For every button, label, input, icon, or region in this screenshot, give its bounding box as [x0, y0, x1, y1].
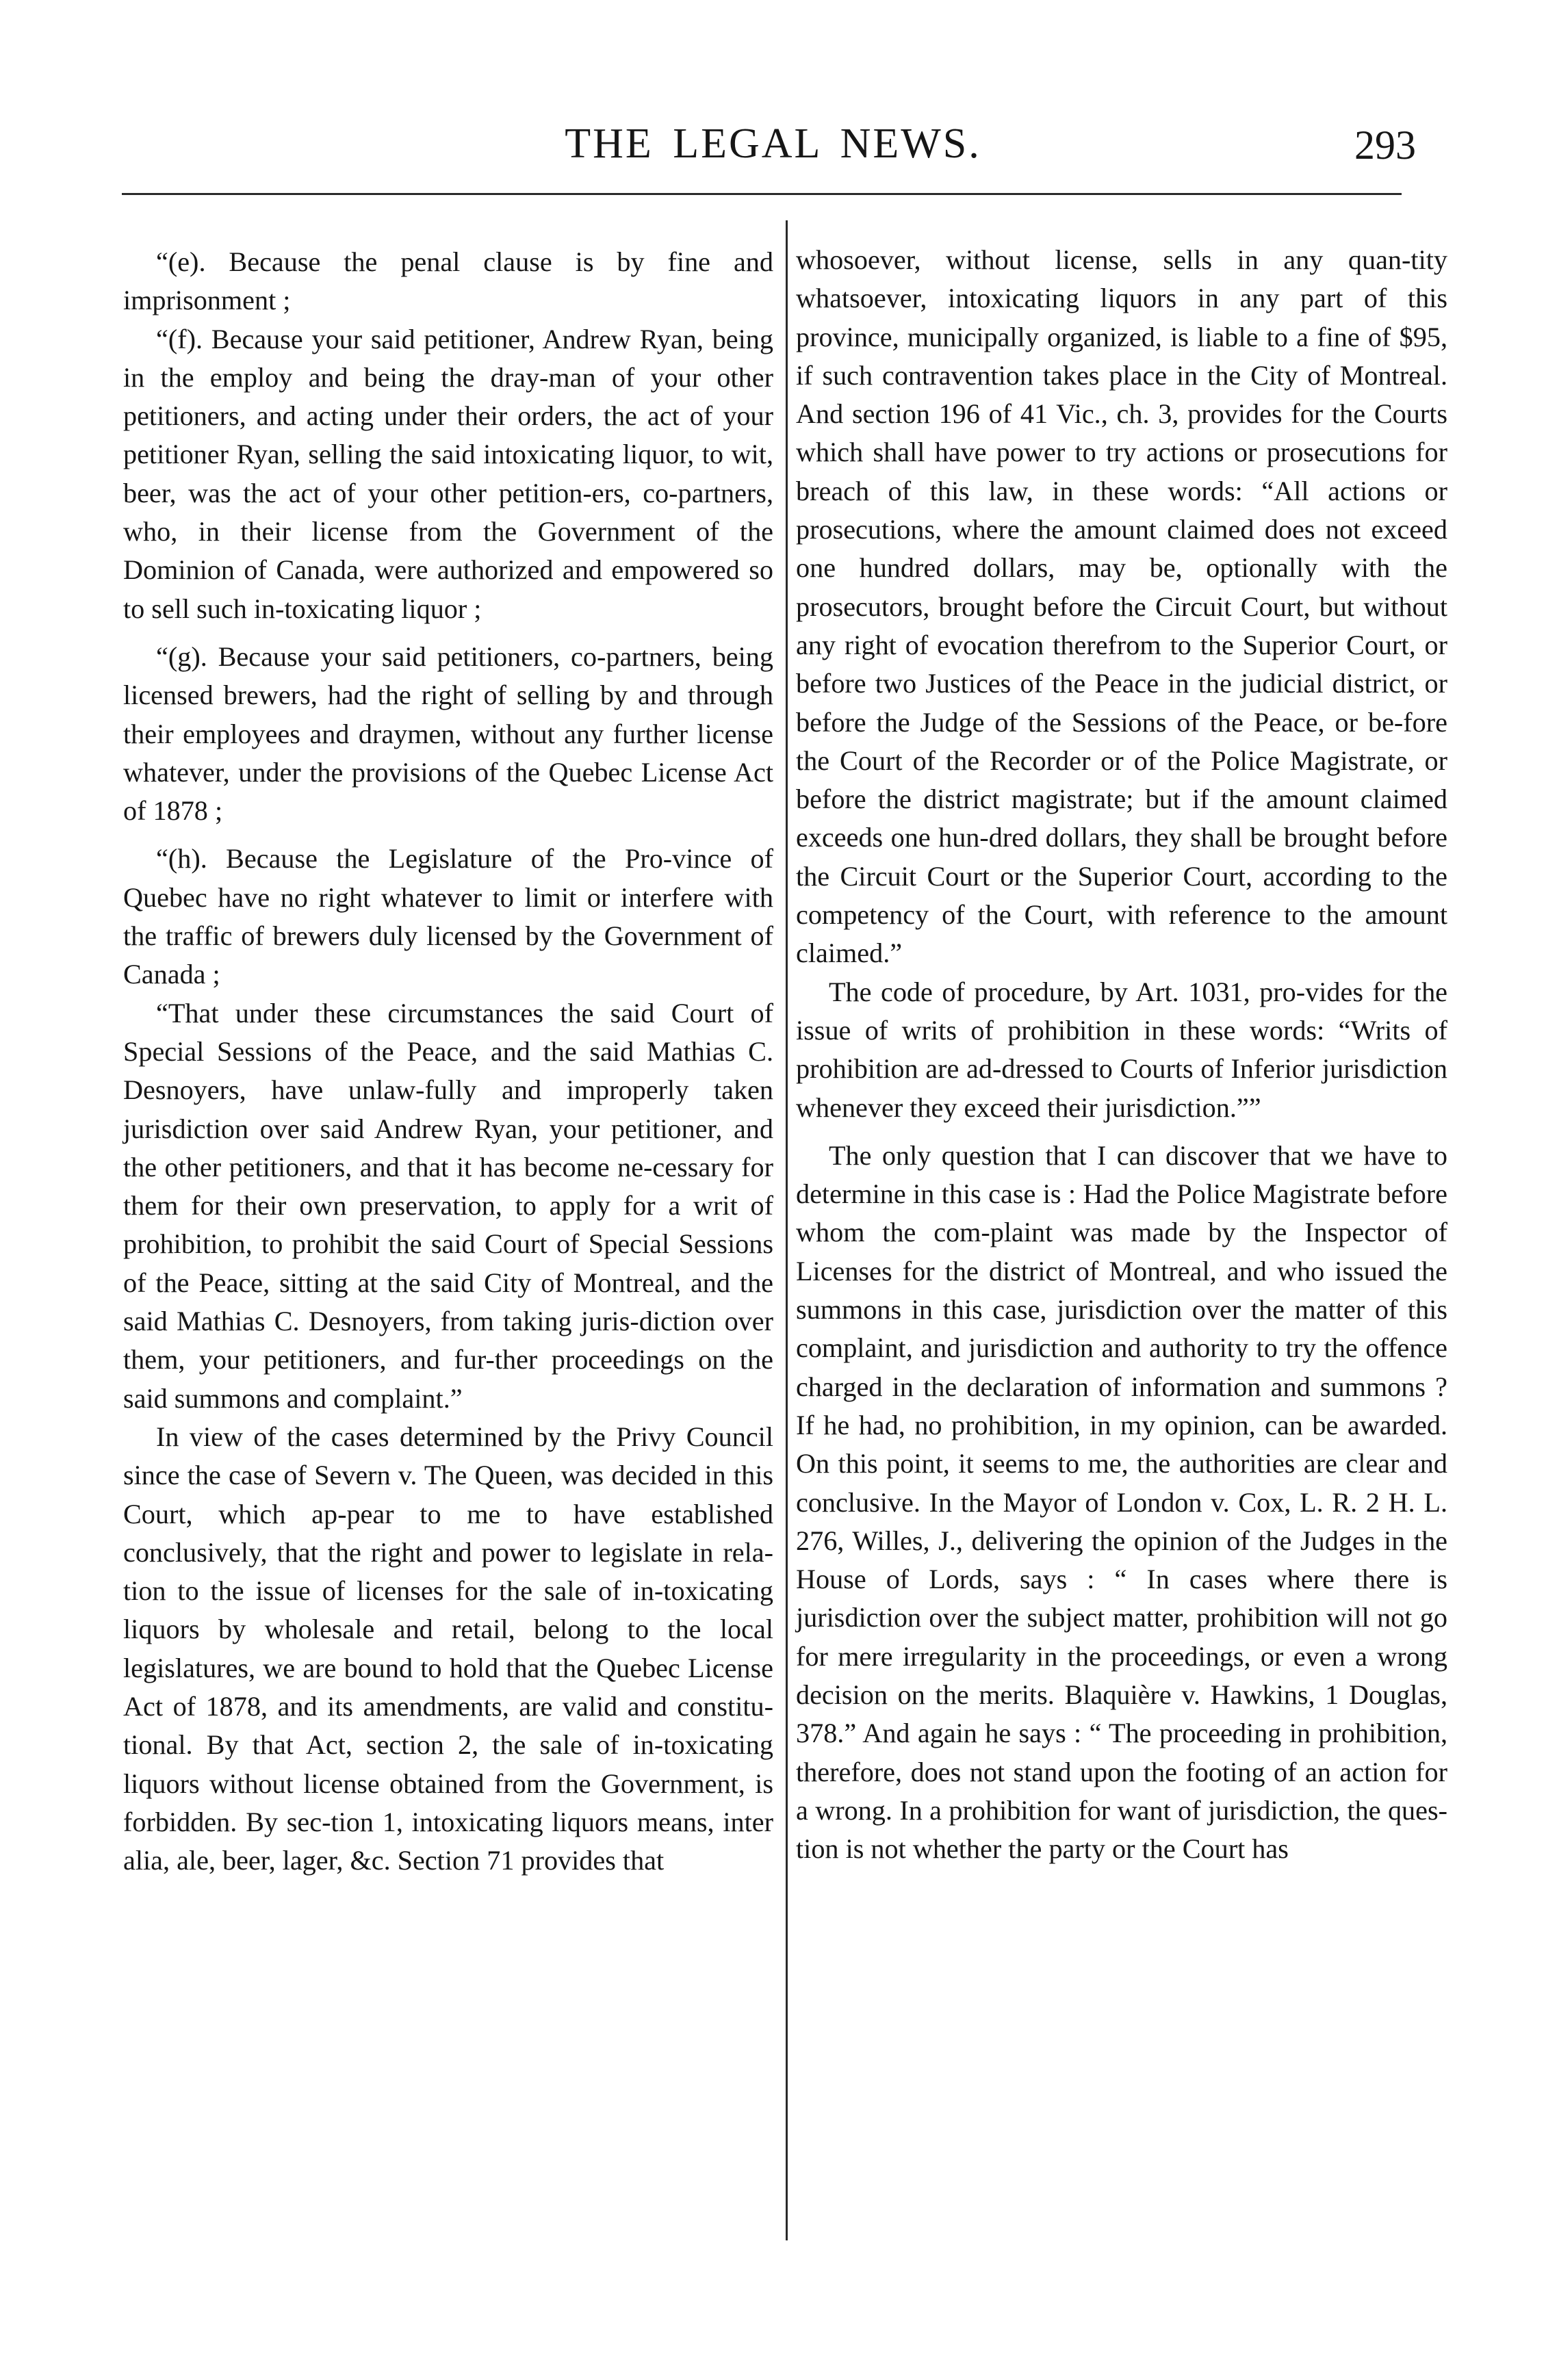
- paragraph: In view of the cases determined by the Privy Council since the case of Severn v. The Queen, was decided in this Court, which ap-pear to me to have established conclusively, that the right and power to legislate in rela-tion to the issue of licenses for the sale of in-toxicating liquors by wholesale and retail, belong to the local legislatures, we are bound to hold that the Quebec License Act of 1878, and its amendments, are valid and constitu-tional. By that Act, section 2, the sale of in-toxicating liquors without license obtained from the Government, is forbidden. By sec-tion 1, intoxicating liquors means, inter alia, ale, beer, lager, &c. Section 71 provides that: [123, 1421, 773, 1876]
- paragraph: “That under these circumstances the said Court of Special Sessions of the Peace, and the said Mathias C. Desnoyers, have unlaw-fully and improperly taken jurisdiction over said Andrew Ryan, your petitioner, and the other petitioners, and that it has become ne-cessary for them for their own preservation, to apply for a writ of prohibition, to prohibit the said Court of Special Sessions of the Peace, sitting at the said City of Montreal, and the said Mathias C. Desnoyers, from taking juris-diction over them, your petitioners, and fur-ther proceedings on the said summons and complaint.”: [123, 997, 773, 1414]
- page-number: 293: [1354, 122, 1416, 168]
- paragraph: “(e). Because the penal clause is by fine and imprisonment ;: [123, 246, 773, 316]
- header-rule: [122, 193, 1402, 195]
- paragraph: “(g). Because your said petitioners, co-partners, being licensed brewers, had the right of selling by and through their employees and draymen, without any further license whatever, under the provisions of the Quebec License Act of 1878 ;: [123, 641, 773, 827]
- paragraph: The code of procedure, by Art. 1031, pro-vides for the issue of writs of prohibition in these words: “Writs of prohibition are ad-dressed to Courts of Inferior jurisdiction whenever they exceed their jurisdiction.””: [796, 976, 1447, 1123]
- left-column: [123, 243, 773, 1880]
- paragraph: The only question that I can discover that we have to determine in this case is : Had the Police Magistrate before whom the com-plaint was made by the Inspector of Licenses for the district of Montreal, and who issued the summons in this case, jurisdiction over the matter of this complaint, and jurisdiction and authority to try the offence charged in the declaration of information and summons ? If he had, no prohibition, in my opinion, can be awarded. On this point, it seems to me, the authorities are clear and conclusive. In the Mayor of London v. Cox, L. R. 2 H. L. 276, Willes, J., delivering the opinion of the Judges in the House of Lords, says : “ In cases where there is jurisdiction over the subject matter, prohibition will not go for mere irregularity in the proceedings, or even a wrong decision on the merits. Blaquière v. Hawkins, 1 Douglas, 378.” And again he says : “ The proceeding in prohibition, therefore, does not stand upon the footing of an action for a wrong. In a prohibition for want of jurisdiction, the ques-tion is not whether the party or the Court has: [796, 1139, 1447, 1865]
- right-column: [796, 241, 1447, 1868]
- running-title: THE LEGAL NEWS.: [565, 120, 981, 167]
- paragraph: “(f). Because your said petitioner, Andrew Ryan, being in the employ and being the dray-man of your other petitioners, and acting under their orders, the act of your petitioner Ryan, selling the said intoxicating liquor, to wit, beer, was the act of your other petition-ers, co-partners, who, in their license from the Government of the Dominion of Canada, were authorized and empowered so to sell such in-toxicating liquor ;: [123, 323, 773, 624]
- column-divider: [786, 220, 788, 2240]
- paragraph: whosoever, without license, sells in any quan-tity whatsoever, intoxicating liquors in any part of this province, municipally organized, is liable to a fine of $95, if such contravention takes place in the City of Montreal. And section 196 of 41 Vic., ch. 3, provides for the Courts which shall have power to try actions or prosecutions for breach of this law, in these words: “All actions or prosecutions, where the amount claimed does not exceed one hundred dollars, may be, optionally with the prosecutors, brought before the Circuit Court, but without any right of evocation therefrom to the Superior Court, or before two Justices of the Peace in the judicial district, or before the Judge of the Sessions of the Peace, or be-fore the Court of the Recorder or of the Police Magistrate, or before the district magistrate; but if the amount claimed exceeds one hun-dred dollars, they shall be brought before the Circuit Court or the Superior Court, according to the competency of the Court, with reference to the amount claimed.”: [796, 244, 1447, 969]
- paragraph: “(h). Because the Legislature of the Pro-vince of Quebec have no right whatever to limit or interfere with the traffic of brewers duly licensed by the Government of Canada ;: [123, 843, 773, 990]
